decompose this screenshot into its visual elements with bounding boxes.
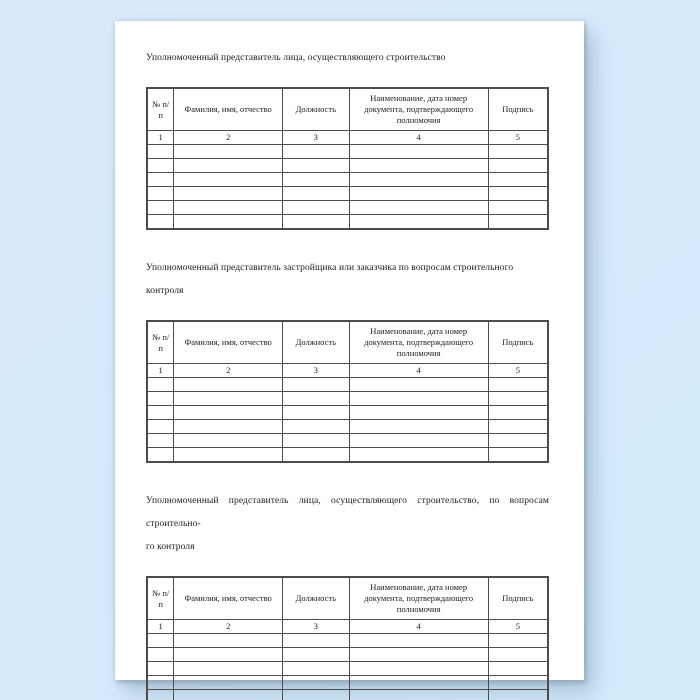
section-construction-control-representative [146,490,549,700]
column-number: 2 [174,131,283,145]
empty-cell [147,392,174,406]
empty-cell [283,648,350,662]
empty-cell [349,634,488,648]
document-page [115,21,584,680]
col-header-position: Должность [283,321,350,364]
empty-cell [147,406,174,420]
empty-cell [488,434,548,448]
empty-cell [488,392,548,406]
empty-row [147,420,548,434]
empty-cell [174,406,283,420]
empty-cell [147,201,174,215]
empty-row [147,434,548,448]
section-construction-representative [146,47,549,230]
empty-cell [147,448,174,463]
empty-cell [488,662,548,676]
empty-cell [174,648,283,662]
empty-cell [147,173,174,187]
column-number: 3 [283,131,350,145]
col-header-full-name: Фамилия, имя, отчество [174,321,283,364]
empty-cell [174,159,283,173]
empty-cell [283,448,350,463]
column-number: 1 [147,620,174,634]
empty-cell [283,676,350,690]
column-numbers-row [147,364,548,378]
empty-row [147,662,548,676]
section-heading [146,257,549,303]
empty-cell [147,378,174,392]
column-number: 1 [147,364,174,378]
empty-cell [174,392,283,406]
empty-cell [283,690,350,700]
column-number: 4 [349,131,488,145]
empty-cell [283,145,350,159]
empty-cell [283,662,350,676]
col-header-row-number: № п/п [147,88,174,131]
empty-cell [174,676,283,690]
empty-cell [488,406,548,420]
empty-cell [147,159,174,173]
section-heading [146,490,549,559]
empty-row [147,187,548,201]
empty-row [147,201,548,215]
empty-cell [174,662,283,676]
section-developer-customer-representative [146,257,549,463]
col-header-authority-document: Наименование, дата номер документа, подтверждающего полномочия [349,321,488,364]
empty-cell [174,448,283,463]
empty-cell [147,420,174,434]
empty-cell [147,634,174,648]
empty-cell [283,406,350,420]
empty-cell [488,378,548,392]
column-number: 4 [349,620,488,634]
section-heading [146,47,549,70]
col-header-full-name: Фамилия, имя, отчество [174,88,283,131]
col-header-authority-document: Наименование, дата номер документа, подтверждающего полномочия [349,577,488,620]
col-header-signature: Подпись [488,88,548,131]
empty-cell [147,662,174,676]
empty-cell [488,187,548,201]
col-header-full-name: Фамилия, имя, отчество [174,577,283,620]
empty-cell [349,406,488,420]
table-body [147,145,548,230]
empty-cell [488,420,548,434]
empty-cell [349,215,488,230]
representatives-table [146,320,549,463]
empty-row [147,648,548,662]
col-header-signature: Подпись [488,577,548,620]
col-header-position: Должность [283,577,350,620]
empty-cell [349,187,488,201]
empty-cell [349,676,488,690]
empty-cell [283,420,350,434]
empty-cell [488,634,548,648]
column-numbers-row [147,620,548,634]
column-number: 3 [283,364,350,378]
column-number: 2 [174,620,283,634]
empty-cell [283,159,350,173]
column-number: 2 [174,364,283,378]
empty-cell [283,173,350,187]
empty-cell [174,145,283,159]
empty-cell [349,145,488,159]
empty-cell [488,173,548,187]
column-number: 4 [349,364,488,378]
representatives-table [146,576,549,700]
col-header-row-number: № п/п [147,321,174,364]
empty-cell [174,690,283,700]
empty-cell [174,378,283,392]
empty-cell [147,145,174,159]
empty-row [147,690,548,700]
empty-cell [488,676,548,690]
column-numbers-row [147,131,548,145]
col-header-position: Должность [283,88,350,131]
empty-row [147,676,548,690]
heading-line: Уполномоченный представитель лица, осуществляющего строительство [146,53,446,63]
empty-cell [349,448,488,463]
empty-cell [488,648,548,662]
empty-cell [147,434,174,448]
empty-cell [147,187,174,201]
empty-row [147,378,548,392]
empty-cell [283,392,350,406]
empty-cell [488,690,548,700]
column-number: 5 [488,620,548,634]
empty-cell [147,648,174,662]
empty-cell [349,378,488,392]
empty-cell [283,378,350,392]
empty-row [147,145,548,159]
empty-row [147,173,548,187]
empty-cell [488,201,548,215]
table-header-row [147,88,548,131]
empty-cell [349,690,488,700]
empty-cell [147,676,174,690]
empty-cell [349,434,488,448]
col-header-row-number: № п/п [147,577,174,620]
empty-cell [174,173,283,187]
empty-row [147,406,548,420]
empty-cell [349,662,488,676]
empty-row [147,215,548,230]
heading-line: Уполномоченный представитель застройщика или заказчика по вопросам строительного контроля [146,263,514,296]
empty-cell [147,215,174,230]
empty-cell [283,434,350,448]
empty-cell [349,159,488,173]
empty-cell [488,215,548,230]
empty-cell [488,448,548,463]
col-header-authority-document: Наименование, дата номер документа, подтверждающего полномочия [349,88,488,131]
empty-row [147,392,548,406]
empty-row [147,159,548,173]
empty-cell [174,187,283,201]
empty-cell [349,173,488,187]
empty-cell [349,648,488,662]
empty-cell [349,392,488,406]
empty-cell [349,201,488,215]
empty-cell [147,690,174,700]
empty-cell [174,420,283,434]
col-header-signature: Подпись [488,321,548,364]
empty-cell [283,634,350,648]
table-body [147,378,548,463]
empty-cell [174,634,283,648]
empty-cell [488,145,548,159]
empty-cell [349,420,488,434]
column-number: 1 [147,131,174,145]
table-header-row [147,577,548,620]
empty-cell [283,187,350,201]
empty-cell [174,434,283,448]
empty-cell [488,159,548,173]
empty-cell [283,215,350,230]
empty-row [147,634,548,648]
column-number: 5 [488,364,548,378]
empty-cell [283,201,350,215]
column-number: 3 [283,620,350,634]
table-header-row [147,321,548,364]
representatives-table [146,87,549,230]
heading-line: Уполномоченный представитель лица, осуществляющего строительство, по вопросам строительно- [146,496,549,529]
table-body [147,634,548,700]
empty-cell [174,201,283,215]
column-number: 5 [488,131,548,145]
heading-line: го контроля [146,542,195,552]
empty-cell [174,215,283,230]
empty-row [147,448,548,463]
